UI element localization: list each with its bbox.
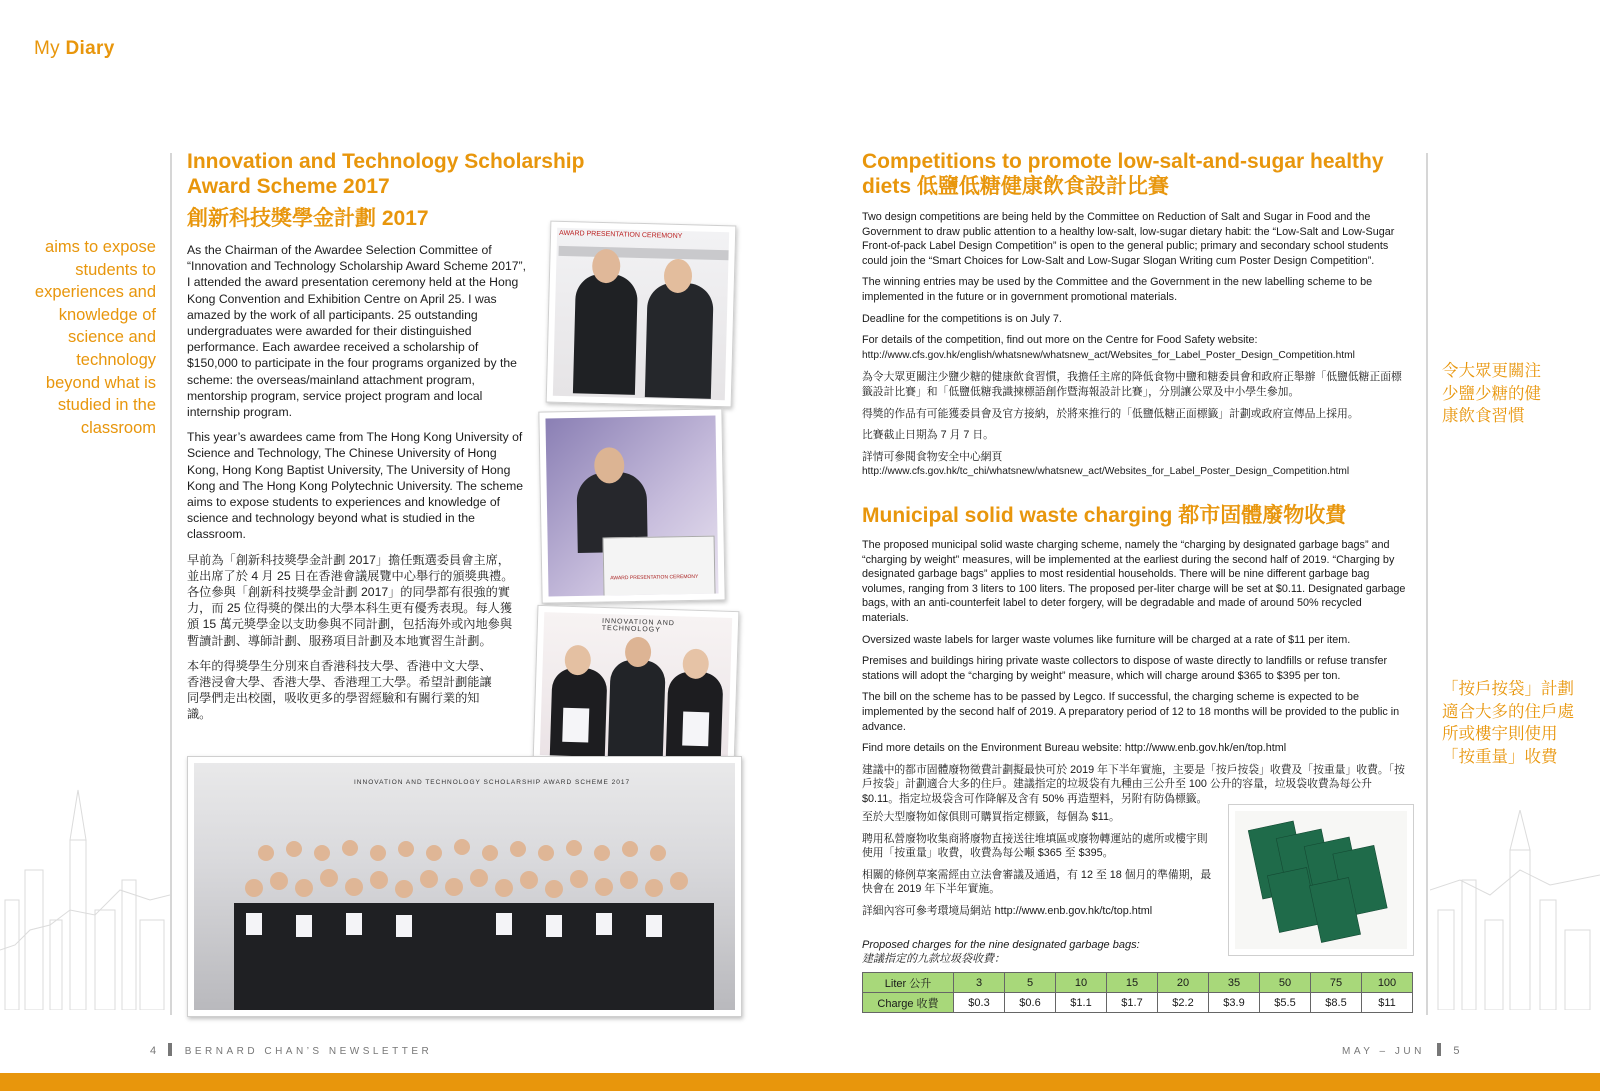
paragraph: 聘用私營廢物收集商將廢物直接送往堆填區或廢物轉運站的處所或樓宇則使用「按重量」收費，收費為每公噸 $365 至 $395。 [862,832,1208,860]
liter-cell: 35 [1209,973,1260,993]
liter-cell: 15 [1107,973,1158,993]
liter-cell: 50 [1260,973,1311,993]
charge-cell: $1.1 [1056,993,1107,1013]
paragraph: 早前為「創新科技獎學金計劃 2017」擔任甄選委員會主席，並出席了於 4 月 25 日在香港會議展覽中心舉行的頒獎典禮。各位參與「創新科技獎學金計劃 2017」的同學都有很強的實力，而 25 位得獎的傑出的大學本科生更有優秀表現。每人獲頒 15 萬元獎學金以支助參與不同計劃，包括海外或內地參與暫讀計劃、導師計劃、服務項目計劃及本地實習生計劃。 [187,552,514,648]
charge-cell: $2.2 [1158,993,1209,1013]
cfs-link-en[interactable]: http://www.cfs.gov.hk/english/whatsnew/whatsnew_act/Websites_for_Label_Poster_Design_Competition.html [862,349,1355,361]
article-title-zh: 創新科技獎學金計劃 2017 [187,207,429,230]
charges-caption-zh: 建議指定的九款垃圾袋收費： [862,953,1005,965]
charge-cell: $0.6 [1005,993,1056,1013]
photo-speaker-podium [538,408,725,603]
group-photo-sign: INNOVATION AND TECHNOLOGY SCHOLARSHIP AWARD SCHEME 2017 [354,779,631,786]
column-divider-left [170,153,172,1015]
liter-cell: 100 [1362,973,1413,993]
charge-cell: $8.5 [1311,993,1362,1013]
paragraph: 建議中的都市固體廢物徵費計劃擬最快可於 2019 年下半年實施，主要是「按戶按袋」收費及「按重量」收費。「按戶按袋」計劃適合大多的住戶。建議指定的垃圾袋有九種由三公升至 100 公升的容量，垃圾袋收費為每公升 $0.11。指定垃圾袋含可作降解及含有 50% 再造塑料，另附有防偽標籤。 [862,763,1405,805]
article-title-en: Innovation and Technology Scholarship Award Scheme 2017 [187,150,585,198]
liter-cell: 20 [1158,973,1209,993]
paragraph-line: 詳情可參閱食物安全中心網頁 [862,450,1003,463]
row-label-charges: Charge 收費 [863,993,954,1013]
article-body-salt-sugar [862,210,1410,487]
footer-divider [168,1043,172,1056]
charge-cell: $1.7 [1107,993,1158,1013]
charges-caption-en: Proposed charges for the nine designated garbage bags: [862,939,1140,951]
pull-quote-right-1: 令大眾更關注少鹽少糖的健康飲食習慣 [1442,362,1541,426]
paragraph: 為令大眾更關注少鹽少糖的健康飲食習慣，我擔任主席的降低食物中鹽和糖委員會和政府正舉辦「低鹽低糖正面標籤設計比賽」和「低鹽低糖我識揀標語創作暨海報設計比賽」，分別讓公眾及中小學生參加。 [862,371,1402,398]
paragraph: The proposed municipal solid waste charging scheme, namely the “charging by designated garbage bags” and “charging by weight” measures, will be implemented at the earliest during the second half of 2019. “Charging by designated garbage bags” applies to most residential households. There will be nine different garbage bag volumes, ranging from 3 liters to 100 liters. The proposed per-liter charge will be set at $0.11. Designated garbage bags, with an anti-counterfeit label to deter forgery, will be degradable and made of around 50% recycled materials. [862,539,1406,624]
photo-garbage-bags [1228,804,1414,956]
article-body-waste-charging [862,538,1410,814]
page-number-right: 5 [1453,1045,1460,1057]
paragraph: 得獎的作品有可能獲委員會及官方接納，於將來推行的「低鹽低糖正面標籤」計劃或政府宣傳品上採用。 [862,407,1359,420]
paragraph: This year’s awardees came from The Hong Kong University of Science and Technology, The Chinese University of Hong Kong, Hong Kong Baptist University, The University of Hong Kong and The Hong Kong Polytechnic University. The scheme aims to expose students to experiences and knowledge of science and technology beyond what is studied in the classroom. [187,430,524,542]
table-row-charges [863,993,1413,1013]
paragraph: 至於大型廢物如傢俱則可購買指定標籤，每個為 $11。 [862,811,1120,823]
section-brand [34,38,115,60]
paragraph: Find more details on the Environment Bureau website: http://www.enb.gov.hk/en/top.html [862,742,1287,755]
liter-cell: 3 [954,973,1005,993]
liter-cell: 5 [1005,973,1056,993]
issue-months: MAY – JUN [1342,1046,1425,1057]
charges-table [862,972,1413,1013]
skyline-right-illustration [1430,810,1600,1010]
paragraph: 相關的條例草案需經由立法會審議及通過，有 12 至 18 個月的準備期，最快會在 2019 年下半年實施。 [862,868,1212,896]
photo1-sign: AWARD PRESENTATION CEREMONY [558,229,683,241]
paragraph: The winning entries may be used by the Committee and the Government in the new labelling scheme to be implemented in the future or in government promotional materials. [862,276,1373,303]
charge-cell: $11 [1362,993,1413,1013]
group-photo-figures [194,763,735,1010]
pull-quote-left: aims to expose students to experiences and knowledge of science and technology beyond what is studied in the classroom [34,238,156,437]
paragraph-line: For details of the competition, find out more on the Centre for Food Safety website: [862,334,1258,347]
photo-three-awardees [533,605,740,768]
paragraph: The bill on the scheme has to be passed by Legco. If successful, the charging scheme is expected to be implemented by the second half of 2019. A preparatory period of 12 to 18 months will be provided to the public in advance. [862,691,1400,733]
footer-divider [1437,1043,1441,1056]
photo3-sign: INNOVATION AND TECHNOLOGY [601,617,675,634]
charges-caption [862,938,1140,966]
paragraph: Oversized waste labels for larger waste volumes like furniture will be charged at a rate of $11 per item. [862,633,1351,646]
paragraph [862,333,1410,363]
article-body-waste-charging-zh [862,810,1212,926]
photo2-sign: AWARD PRESENTATION CEREMONY [610,573,699,582]
paragraph: Premises and buildings hiring private waste collectors to dispose of waste directly to landfills or refuse transfer stations will adopt the “charging by weight” measure, which will charge around $365 to $395 per ton. [862,655,1388,682]
footer-accent-bar [0,1073,1600,1091]
paragraph: 詳細內容可參考環境局網站 http://www.enb.gov.hk/tc/top.html [862,904,1153,917]
article-title-waste-charging: Municipal solid waste charging 都市固體廢物收費 [862,504,1347,527]
paragraph [862,450,1410,480]
paragraph: As the Chairman of the Awardee Selection Committee of “Innovation and Technology Scholarship Award Scheme 2017”, I attended the award presentation ceremony held at the Hong Kong Convention and Exhibition Centre on April 25. I was amazed by the work of all participants. 25 outstanding undergraduates were awarded for their distinguished performance. Each awardee received a scholarship of $150,000 to participate in the four programs organized by the scheme: the overseas/mainland attachment program, mentorship program, service project program and local internship program. [187,243,526,420]
charge-cell: $5.5 [1260,993,1311,1013]
paragraph: Two design competitions are being held by the Committee on Reduction of Salt and Sugar in Food and the Government to draw public attention to a healthy low-salt, low-sugar dietary habit: the “Low-Salt and Low-Sugar Front-of-pack Label Design Competition” is open to the general public; primary and secondary school students could join the “Smart Choices for Low-Salt and Low-Sugar Slogan Writing cum Poster Design Competition”. [862,211,1395,267]
article-title-salt-sugar: Competitions to promote low-salt-and-sugar healthy diets 低鹽低糖健康飲食設計比賽 [862,150,1384,198]
page-number-left: 4 [150,1045,157,1057]
pull-quote-right-2: 「按戶按袋」計劃適合大多的住戶處所或樓宇則使用「按重量」收費 [1442,680,1574,766]
photo-group-awardees [187,756,742,1017]
charge-cell: $0.3 [954,993,1005,1013]
paragraph: 本年的得獎學生分別來自香港科技大學、香港中文大學、香港浸會大學、香港大學、香港理工大學。希望計劃能讓同學們走出校園，吸收更多的學習經驗和有關行業的知識。 [187,658,492,722]
skyline-left-illustration [0,750,170,1010]
footer-left [150,1043,432,1057]
column-divider-right [1426,153,1428,1015]
row-label-liters: Liter 公升 [863,973,954,993]
photo-two-men [546,221,737,408]
brand-my: My [34,38,60,59]
newsletter-name: BERNARD CHAN’S NEWSLETTER [184,1046,433,1057]
liter-cell: 75 [1311,973,1362,993]
paragraph: 比賽截止日期為 7 月 7 日。 [862,429,994,442]
garbage-bags-illustration [1235,811,1407,949]
charge-cell: $3.9 [1209,993,1260,1013]
table-row-liters [863,973,1413,993]
liter-cell: 10 [1056,973,1107,993]
brand-diary: Diary [65,38,115,59]
cfs-link-zh[interactable]: http://www.cfs.gov.hk/tc_chi/whatsnew/whatsnew_act/Websites_for_Label_Poster_Design_Competition.html [862,466,1350,478]
footer-right [1342,1043,1460,1057]
article-body-left [187,242,527,732]
paragraph: Deadline for the competitions is on July 7. [862,312,1062,325]
